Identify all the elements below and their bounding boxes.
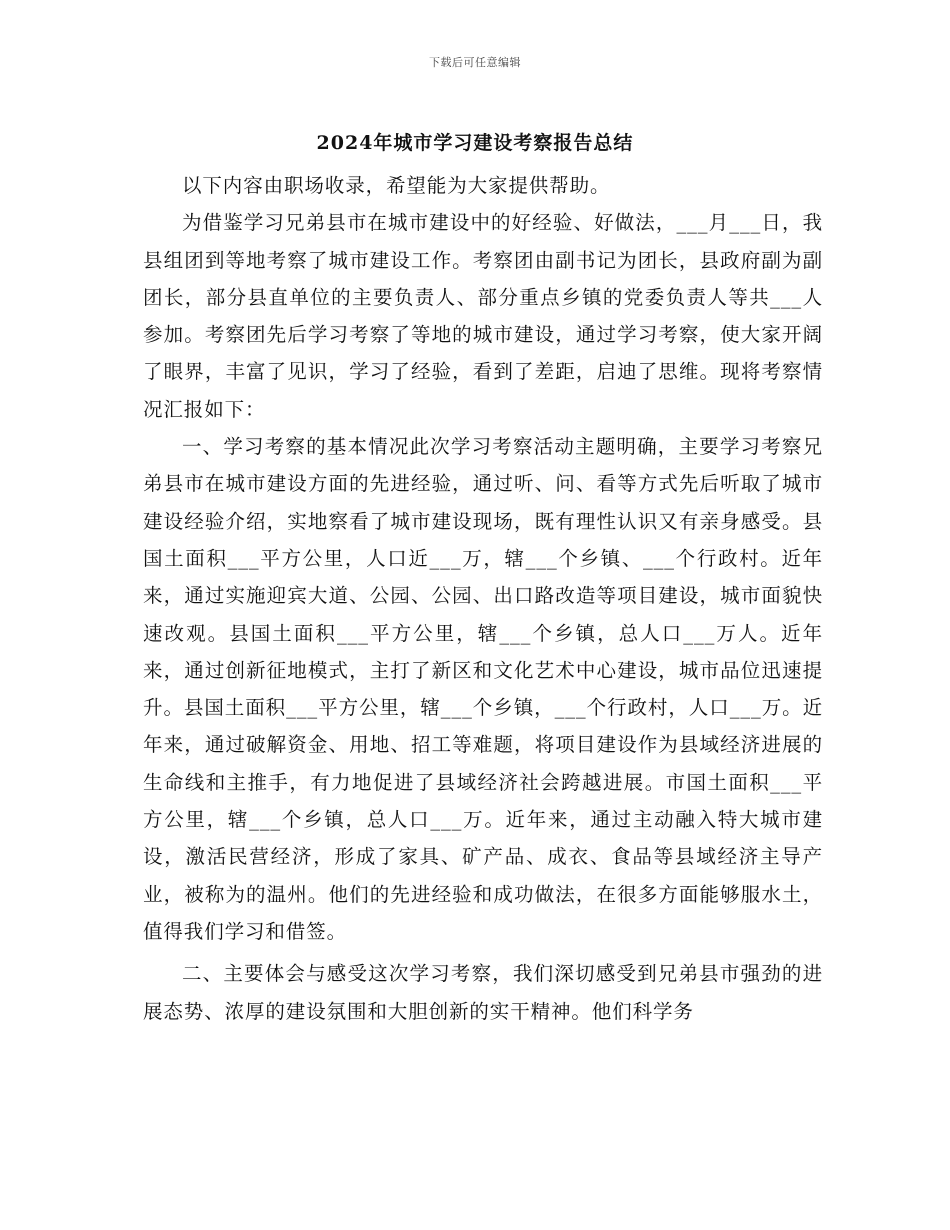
document-title: 2024年城市学习建设考察报告总结 bbox=[316, 132, 634, 154]
paragraph-experiences: 二、主要体会与感受这次学习考察，我们深切感受到兄弟县市强劲的进展态势、浓厚的建设氛围和大胆创新的实干精神。他们科学务 bbox=[143, 962, 823, 1023]
document-body bbox=[143, 167, 823, 1030]
paragraph-intro: 以下内容由职场收录，希望能为大家提供帮助。 bbox=[182, 174, 611, 197]
page-header-note: 下载后可任意编辑 bbox=[429, 56, 521, 69]
paragraph-purpose: 为借鉴学习兄弟县市在城市建设中的好经验、好做法，___月___日，我县组团到等地考察了城市建设工作。考察团由副书记为团长，县政府副为副团长，部分县直单位的主要负责人、部分重点乡镇的党委负责人等共___人参加。考察团先后学习考察了等地的城市建设，通过学习考察，使大家开阔了眼界，丰富了见识，学习了经验，看到了差距，启迪了思维。现将考察情况汇报如下： bbox=[143, 211, 823, 421]
paragraph-basic-situation: 一、学习考察的基本情况此次学习考察活动主题明确，主要学习考察兄弟县市在城市建设方面的先进经验，通过听、问、看等方式先后听取了城市建设经验介绍，实地察看了城市建设现场，既有理性认识又有亲身感受。县国土面积___平方公里，人口近___万，辖___个乡镇、___个行政村。近年来，通过实施迎宾大道、公园、公园、出口路改造等项目建设，城市面貌快速改观。县国土面积___平方公里，辖___个乡镇，总人口___万人。近年来，通过创新征地模式，主打了新区和文化艺术中心建设，城市品位迅速提升。县国土面积___平方公里，辖___个乡镇，___个行政村，人口___万。近年来，通过破解资金、用地、招工等难题，将项目建设作为县域经济进展的生命线和主推手，有力地促进了县域经济社会跨越进展。市国土面积___平方公里，辖___个乡镇，总人口___万。近年来，通过主动融入特大城市建设，激活民营经济，形成了家具、矿产品、成衣、食品等县域经济主导产业，被称为的温州。他们的先进经验和成功做法，在很多方面能够服水土，值得我们学习和借签。 bbox=[143, 435, 823, 943]
